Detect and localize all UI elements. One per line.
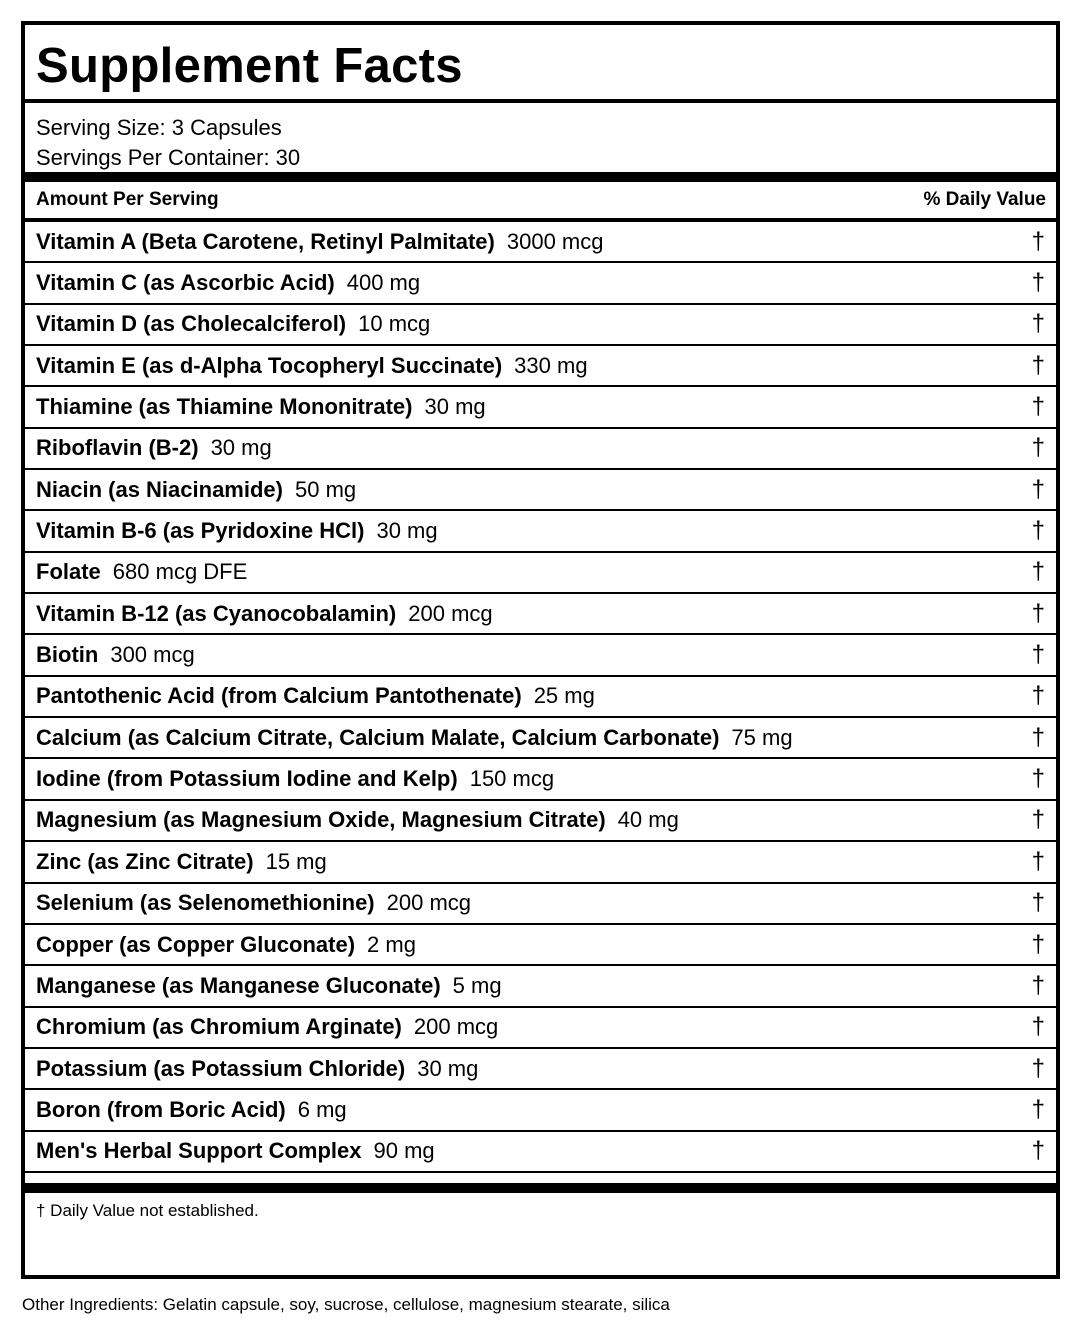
nutrient-row	[25, 1132, 1056, 1173]
nutrient-name: Thiamine (as Thiamine Mononitrate)	[36, 394, 413, 420]
nutrient-amount: 330 mg	[514, 352, 588, 378]
nutrient-row	[25, 842, 1056, 883]
daily-value-label: % Daily Value	[923, 189, 1046, 210]
nutrient-row	[25, 263, 1056, 304]
nutrient-row	[25, 1049, 1056, 1090]
nutrient-row	[25, 511, 1056, 552]
nutrient-name: Vitamin A (Beta Carotene, Retinyl Palmitate)	[36, 228, 495, 254]
nutrient-name: Folate	[36, 559, 101, 585]
nutrient-amount: 150 mcg	[469, 766, 555, 792]
nutrient-row	[25, 346, 1056, 387]
daily-value-mark: †	[1031, 971, 1045, 999]
nutrient-name: Pantothenic Acid (from Calcium Pantothenate)	[36, 683, 522, 709]
nutrient-row	[25, 553, 1056, 594]
nutrient-row	[25, 925, 1056, 966]
serving-size: Serving Size: 3 Capsules	[36, 115, 282, 140]
serving-info	[25, 103, 1056, 182]
nutrient-row	[25, 718, 1056, 759]
table-header	[25, 182, 1056, 222]
nutrient-amount: 15 mg	[265, 848, 327, 874]
nutrient-row	[25, 759, 1056, 800]
nutrient-amount: 3000 mcg	[506, 228, 604, 254]
nutrient-name: Men's Herbal Support Complex	[36, 1138, 362, 1164]
nutrient-row	[25, 1008, 1056, 1049]
daily-value-mark: †	[1031, 682, 1045, 710]
daily-value-mark: †	[1031, 393, 1045, 421]
nutrient-amount: 30 mg	[424, 394, 486, 420]
nutrient-amount: 200 mcg	[413, 1014, 499, 1040]
panel-title: Supplement Facts	[25, 25, 1056, 103]
daily-value-mark: †	[1031, 889, 1045, 917]
nutrient-name: Vitamin C (as Ascorbic Acid)	[36, 270, 335, 296]
nutrient-amount: 10 mcg	[358, 311, 431, 337]
nutrient-name: Iodine (from Potassium Iodine and Kelp)	[36, 766, 458, 792]
daily-value-mark: †	[1031, 1095, 1045, 1123]
nutrient-name: Copper (as Copper Gluconate)	[36, 931, 356, 957]
nutrient-amount: 200 mcg	[408, 600, 493, 626]
nutrient-amount: 200 mcg	[386, 890, 472, 916]
daily-value-mark: †	[1031, 641, 1045, 669]
daily-value-mark: †	[1031, 1054, 1045, 1082]
nutrient-name: Vitamin E (as d-Alpha Tocopheryl Succinate)	[36, 352, 503, 378]
daily-value-mark: †	[1031, 475, 1045, 503]
nutrient-name: Potassium (as Potassium Chloride)	[36, 1055, 406, 1081]
daily-value-mark: †	[1031, 765, 1045, 793]
daily-value-mark: †	[1031, 351, 1045, 379]
daily-value-mark: †	[1031, 517, 1045, 545]
nutrient-name: Biotin	[36, 642, 99, 668]
daily-value-mark: †	[1031, 227, 1045, 255]
amount-per-serving-label: Amount Per Serving	[36, 189, 219, 210]
daily-value-mark: †	[1031, 723, 1045, 751]
nutrient-name: Vitamin B-6 (as Pyridoxine HCl)	[36, 518, 365, 544]
nutrient-name: Magnesium (as Magnesium Oxide, Magnesium Citrate)	[36, 807, 606, 833]
nutrient-name: Riboflavin (B-2)	[36, 435, 199, 461]
nutrient-name: Boron (from Boric Acid)	[36, 1096, 286, 1122]
nutrient-amount: 6 mg	[297, 1096, 347, 1122]
nutrient-row	[25, 470, 1056, 511]
nutrient-row	[25, 635, 1056, 676]
nutrient-row	[25, 884, 1056, 925]
nutrient-amount: 5 mg	[452, 972, 502, 998]
daily-value-mark: †	[1031, 806, 1045, 834]
daily-value-mark: †	[1031, 930, 1045, 958]
nutrient-name: Vitamin D (as Cholecalciferol)	[36, 311, 347, 337]
daily-value-mark: †	[1031, 599, 1045, 627]
daily-value-mark: †	[1031, 847, 1045, 875]
daily-value-mark: †	[1031, 269, 1045, 297]
nutrient-name: Vitamin B-12 (as Cyanocobalamin)	[36, 600, 397, 626]
nutrient-row	[25, 222, 1056, 263]
nutrient-row	[25, 677, 1056, 718]
daily-value-mark: †	[1031, 1137, 1045, 1165]
nutrient-row	[25, 429, 1056, 470]
nutrient-name: Zinc (as Zinc Citrate)	[36, 848, 254, 874]
nutrient-row	[25, 801, 1056, 842]
nutrient-name: Calcium (as Calcium Citrate, Calcium Malate, Calcium Carbonate)	[36, 724, 720, 750]
nutrient-list	[25, 222, 1056, 1173]
nutrient-amount: 2 mg	[367, 931, 416, 957]
nutrient-amount: 680 mcg DFE	[112, 559, 248, 585]
nutrient-row	[25, 966, 1056, 1007]
nutrient-amount: 90 mg	[373, 1138, 435, 1164]
footnote: † Daily Value not established.	[36, 1200, 259, 1220]
daily-value-mark: †	[1031, 310, 1045, 338]
nutrient-amount: 40 mg	[617, 807, 679, 833]
other-ingredients: Other Ingredients: Gelatin capsule, soy, sucrose, cellulose, magnesium stearate, silica	[22, 1295, 670, 1314]
nutrient-row	[25, 594, 1056, 635]
supplement-facts-panel	[21, 21, 1060, 1279]
nutrient-name: Chromium (as Chromium Arginate)	[36, 1014, 402, 1040]
nutrient-name: Selenium (as Selenomethionine)	[36, 890, 375, 916]
daily-value-mark: †	[1031, 434, 1045, 462]
nutrient-row	[25, 305, 1056, 346]
nutrient-amount: 30 mg	[417, 1055, 479, 1081]
nutrient-amount: 300 mcg	[110, 642, 195, 668]
nutrient-amount: 400 mg	[346, 270, 421, 296]
nutrient-row	[25, 1090, 1056, 1131]
nutrient-amount: 75 mg	[731, 724, 793, 750]
nutrient-name: Niacin (as Niacinamide)	[36, 476, 283, 502]
nutrient-amount: 25 mg	[533, 683, 595, 709]
bottom-divider	[25, 1173, 1056, 1193]
daily-value-mark: †	[1031, 1013, 1045, 1041]
nutrient-amount: 30 mg	[210, 435, 272, 461]
nutrient-amount: 30 mg	[376, 518, 438, 544]
nutrient-row	[25, 387, 1056, 428]
daily-value-mark: †	[1031, 558, 1045, 586]
servings-per-container: Servings Per Container: 30	[36, 145, 301, 170]
nutrient-amount: 50 mg	[294, 476, 357, 502]
nutrient-name: Manganese (as Manganese Gluconate)	[36, 972, 441, 998]
